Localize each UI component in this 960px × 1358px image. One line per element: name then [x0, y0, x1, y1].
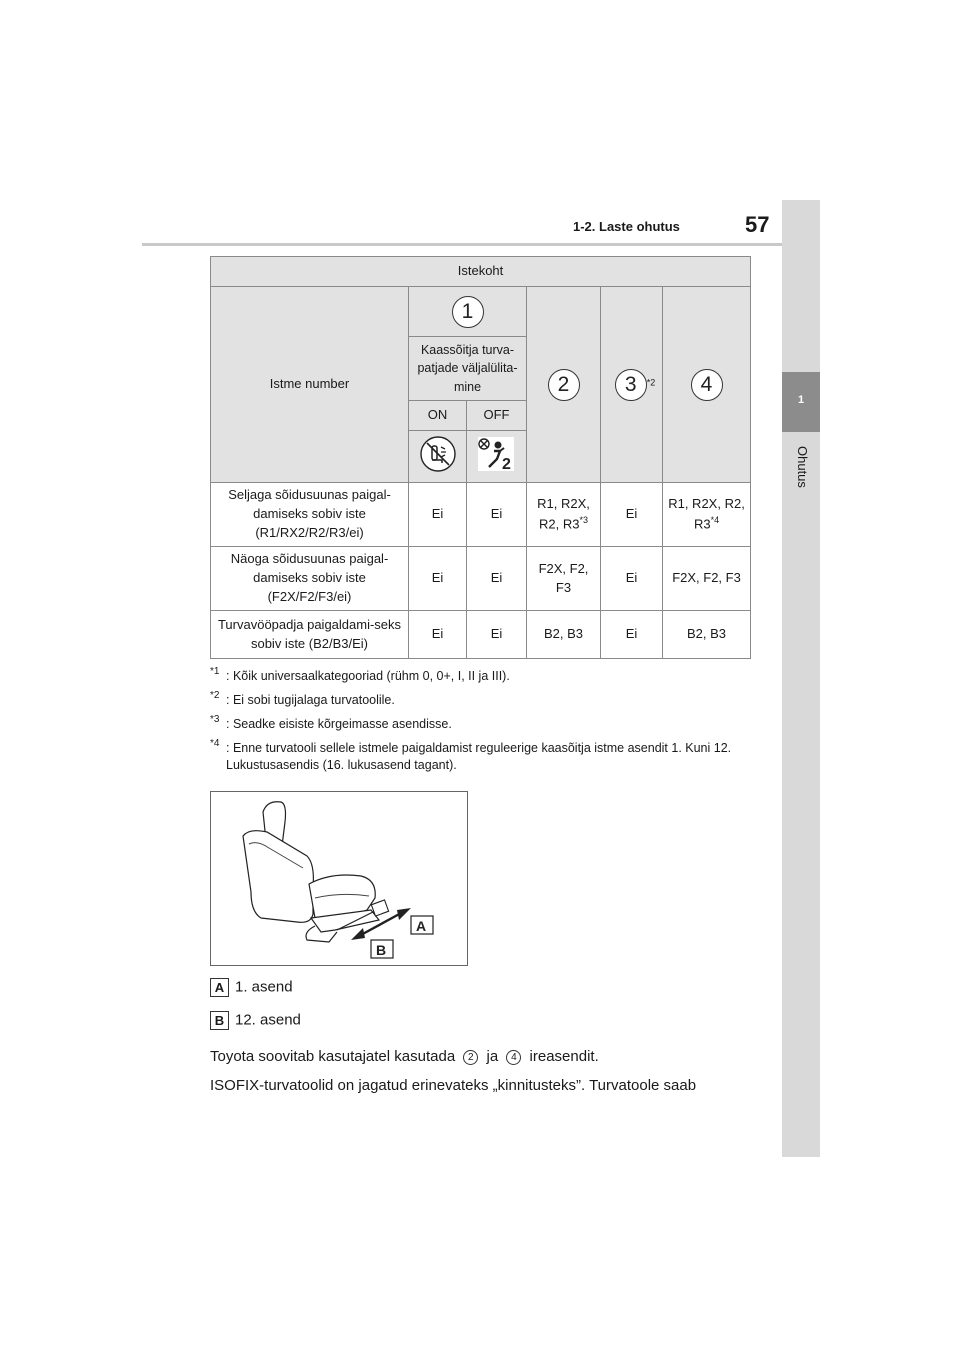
airbag-switch-label: Kaassõitja turva-patjade väljalülita-mine — [409, 337, 527, 401]
row-label: Näoga sõidusuunas paigal-damiseks sobiv iste (F2X/F2/F3/ei) — [211, 547, 409, 611]
legend-item-a — [210, 978, 293, 997]
cell-note: *3 — [579, 514, 588, 525]
cell-value: R1, R2X, R2, R3 — [537, 495, 590, 532]
cell: Ei — [601, 547, 663, 611]
cell: B2, B3 — [527, 611, 601, 659]
footnote-text: : Ei sobi tugijalaga turvatoolile. — [226, 692, 395, 707]
footnote-text: : Enne turvatooli sellele istmele paigaldamist reguleerige kaasõitja istme asendit 1. Kuni 12. Lukustusasendis (16. lukusasend tagant). — [226, 740, 732, 772]
position-1-cell — [409, 287, 527, 337]
cell — [527, 483, 601, 547]
section-title: 1-2. Laste ohutus — [573, 219, 680, 234]
side-bar — [782, 200, 820, 1157]
cell-value: R1, R2X, R2, R3 — [668, 495, 745, 532]
footnote — [210, 689, 770, 709]
cell: Ei — [409, 611, 467, 659]
position-1-icon: 1 — [452, 296, 484, 328]
footnote — [210, 668, 770, 685]
page-number: 57 — [745, 212, 770, 237]
airbag-on-icon — [420, 436, 456, 472]
cell: Ei — [467, 483, 527, 547]
cell: Ei — [409, 547, 467, 611]
airbag-off-cell — [467, 431, 527, 483]
cell: B2, B3 — [663, 611, 751, 659]
legend-letter: B — [210, 1011, 229, 1030]
side-tab-label-wrap — [780, 446, 820, 506]
on-label: ON — [409, 401, 467, 431]
seat-figure — [210, 791, 468, 966]
isofix-text: ISOFIX-turvatoolid on jagatud erinevateks „kinnitusteks”. Turvatoole saab — [210, 1077, 697, 1094]
cell — [663, 483, 751, 547]
legend-text: 12. asend — [235, 1011, 301, 1029]
off-label: OFF — [467, 401, 527, 431]
position-3-cell — [601, 287, 663, 483]
figure-label-a: A — [416, 918, 427, 934]
legend-text: 1. asend — [235, 978, 293, 996]
row-label: Seljaga sõidusuunas paigal-damiseks sobiv iste (R1/RX2/R2/R3/ei) — [211, 483, 409, 547]
table-row — [211, 483, 751, 547]
cell: Ei — [467, 547, 527, 611]
footnote-mark: *4 — [210, 737, 220, 749]
footnote-text: : Seadke eisiste kõrgeimasse asendisse. — [226, 716, 452, 731]
legend-item-b — [210, 1011, 301, 1030]
cell: F2X, F2, F3 — [663, 547, 751, 611]
cell: Ei — [467, 611, 527, 659]
seat-illustration — [211, 792, 467, 965]
side-tab-label: Ohutus — [795, 446, 810, 488]
footnotes — [210, 668, 770, 780]
position-3-icon: 3 — [615, 369, 647, 401]
position-4-cell — [663, 287, 751, 483]
footnote — [210, 713, 770, 733]
recommendation-text — [210, 1048, 599, 1065]
table-title: Istekoht — [211, 257, 751, 287]
cell-note: *4 — [710, 514, 720, 525]
table-row — [211, 547, 751, 611]
side-tab-number: 1 — [797, 394, 805, 406]
position-4-icon: 4 — [691, 369, 723, 401]
legend-letter: A — [210, 978, 229, 997]
airbag-on-cell — [409, 431, 467, 483]
table-row — [211, 611, 751, 659]
footnote — [210, 737, 770, 774]
position-2-small-icon: 2 — [463, 1050, 478, 1065]
position-3-note: *2 — [646, 377, 656, 388]
position-2-cell — [527, 287, 601, 483]
row-label: Turvavööpadja paigaldami-seks sobiv iste (B2/B3/Ei) — [211, 611, 409, 659]
seat-number-label: Istme number — [211, 287, 409, 483]
position-4-small-icon: 4 — [506, 1050, 521, 1065]
position-2-icon: 2 — [548, 369, 580, 401]
figure-label-b: B — [376, 942, 387, 958]
airbag-off-icon — [476, 435, 518, 473]
cell: Ei — [601, 483, 663, 547]
isofix-table — [210, 256, 751, 659]
footnote-mark: *1 — [210, 666, 220, 677]
header-rule — [142, 243, 782, 246]
cell: F2X, F2, F3 — [527, 547, 601, 611]
recommend-suffix: ireasendit. — [529, 1048, 599, 1065]
footnote-text: : Kõik universaalkategooriad (rühm 0, 0+, I, II ja III). — [226, 669, 510, 683]
cell: Ei — [601, 611, 663, 659]
footnote-mark: *2 — [210, 689, 220, 701]
cell: Ei — [409, 483, 467, 547]
airbag-off-badge: 2 — [501, 455, 511, 473]
recommend-prefix: Toyota soovitab kasutajatel kasutada — [210, 1048, 456, 1065]
recommend-mid: ja — [486, 1048, 499, 1065]
footnote-mark: *3 — [210, 713, 220, 725]
